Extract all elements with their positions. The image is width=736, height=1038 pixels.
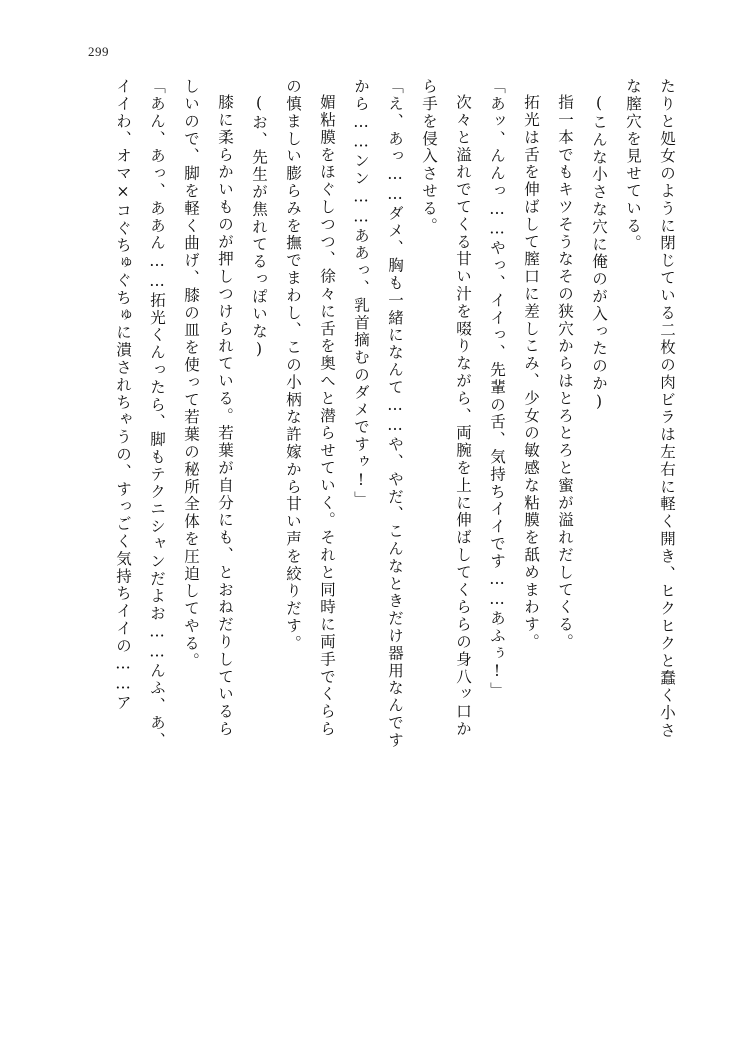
text-line: 次々と溢れでてくる甘い汁を啜りながら、両腕を上に伸ばしてくららの身八ッ口か: [454, 94, 472, 738]
text-line: 「え、あっ……ダメ、胸も一緒になんて……や、やだ、こんなときだけ器用なんです: [386, 78, 404, 750]
text-line: 拓光は舌を伸ばして膣口に差しこみ、少女の敏感な粘膜を舐めまわす。: [522, 94, 540, 651]
text-line: ら手を侵入させる。: [420, 78, 438, 235]
text-line: たりと処女のように閉じている二枚の肉ビラは左右に軽く開き、ヒクヒクと蠢く小さ: [658, 78, 676, 740]
text-line: 膝に柔らかいものが押しつけられている。若葉が自分にも、とおねだりしているら: [216, 94, 234, 738]
text-line: (こんな小さな穴に俺のが入ったのか): [590, 94, 608, 413]
text-line: から……ンン……ああっ、乳首摘むのダメですゥ!」: [352, 78, 370, 509]
text-line: イイわ、オマ×コぐちゅぐちゅに潰されちゃうの、すっごく気持ちイイの……ア: [114, 78, 132, 712]
text-line: な膣穴を見せている。: [624, 78, 642, 252]
text-line: 「あん、あっ、ああん……拓光くんったら、脚もテクニシャンだよお……んふ、あ、: [148, 78, 166, 750]
text-line: の慎ましい膨らみを撫でまわし、この小柄な許嫁から甘い声を絞りだす。: [284, 78, 302, 653]
text-line: 「あッ、んんっ……やっ、イイっ、先輩の舌、気持ちイイです……あふぅ!」: [488, 78, 506, 700]
text-line: 媚粘膜をほぐしつつ、徐々に舌を奥へと潜らせていく。それと同時に両手でくらら: [318, 94, 336, 738]
text-line: 指一本でもキツそうなその狭穴からはとろとろと蜜が溢れだしてくる。: [556, 94, 574, 651]
text-line: しいので、脚を軽く曲げ、膝の皿を使って若葉の秘所全体を圧迫してやる。: [182, 78, 200, 670]
vertical-text-body: [70, 78, 674, 978]
page-number: 299: [88, 44, 109, 59]
text-line: (お、先生が焦れてるっぽいな): [250, 94, 268, 360]
